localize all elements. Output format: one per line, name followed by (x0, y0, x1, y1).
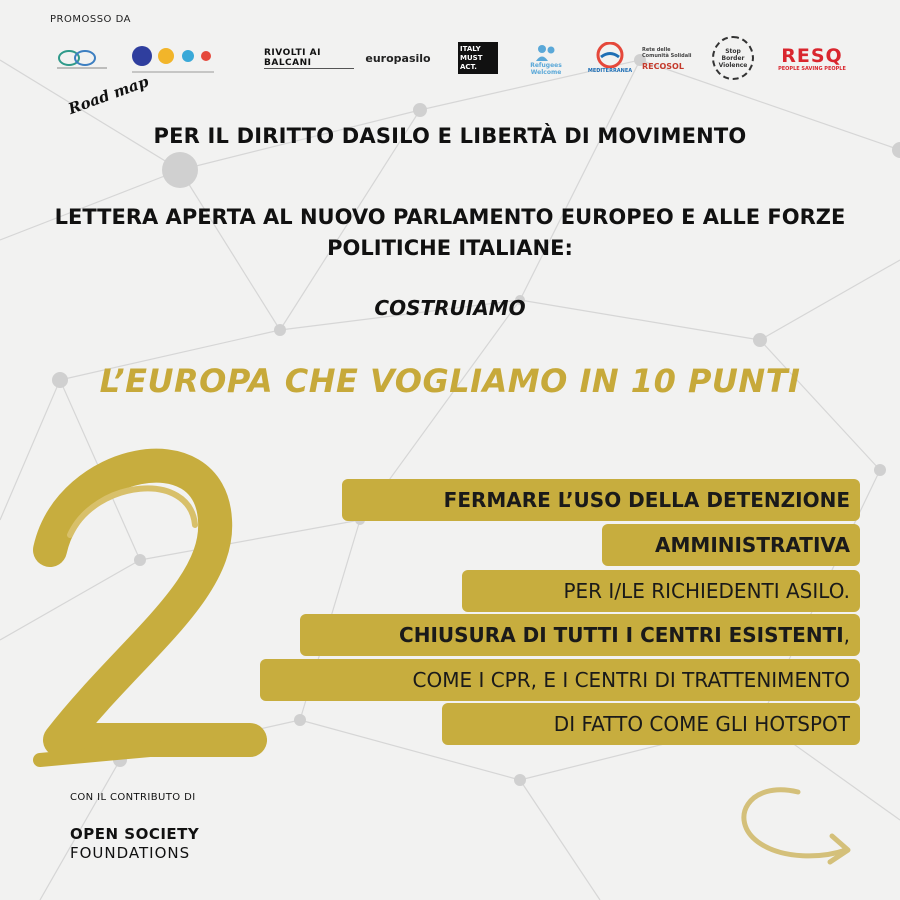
logo-recosol: Rete delle Comunità Solidali RECOSOL (642, 47, 692, 71)
contribution-label: CON IL CONTRIBUTO DI (70, 792, 196, 803)
osf-line-2: FOUNDATIONS (70, 844, 191, 862)
point-line-4-comma: , (843, 623, 850, 647)
mediterranea-icon (595, 42, 625, 68)
roadmap-label: Road map (65, 72, 151, 118)
point-line-4-bold: CHIUSURA DI TUTTI I CENTRI ESISTENTI (399, 623, 844, 647)
costruiamo-label: COSTRUIAMO (374, 296, 526, 320)
logo-rivolti-ai-balcani: RIVOLTI AI BALCANI (264, 48, 354, 69)
point-line-5: COME I CPR, E I CENTRI DI TRATTENIMENTO (260, 659, 860, 701)
logo-refugees-welcome: Refugees Welcome (526, 36, 566, 82)
title-line-2: LETTERA APERTA AL NUOVO PARLAMENTO EUROPEO E ALLE FORZE POLITICHE ITALIANE: (54, 205, 846, 260)
logo-stop-border-violence: Stop Border Violence (712, 36, 754, 80)
asgi-logo-icon (51, 46, 111, 72)
logo-resq: RESQ PEOPLE SAVING PEOPLE (778, 45, 846, 72)
logo-asgi (48, 42, 114, 76)
logo-mediterranea: MEDITERRANEA (588, 38, 632, 78)
refugees-welcome-icon (533, 42, 559, 62)
point-line-3: PER I/LE RICHIEDENTI ASILO. (462, 570, 860, 612)
europa-headline: L’EUROPA CHE VOGLIAMO IN 10 PUNTI (99, 362, 801, 400)
logo-europasilo: europasilo (365, 51, 431, 65)
curved-arrow-right-icon[interactable] (728, 780, 858, 875)
partner-logos (48, 34, 858, 84)
point-line-4 (300, 614, 860, 656)
osf-line-1: OPEN SOCIETY (70, 825, 200, 843)
cnca-logo-icon (130, 42, 216, 76)
osf-logo (70, 825, 199, 863)
promoted-by-label: PROMOSSO DA (50, 14, 131, 25)
point-line-2: AMMINISTRATIVA (602, 524, 860, 566)
title-line-1: PER IL DIRITTO DASILO E LIBERTÀ DI MOVIMENTO (153, 124, 747, 148)
point-line-6: DI FATTO COME GLI HOTSPOT (442, 703, 860, 745)
point-line-1: FERMARE L’USO DELLA DETENZIONE (342, 479, 860, 521)
point-number-2 (10, 440, 270, 790)
logo-italy-must-act: ITALY MUST ACT. (458, 42, 498, 74)
